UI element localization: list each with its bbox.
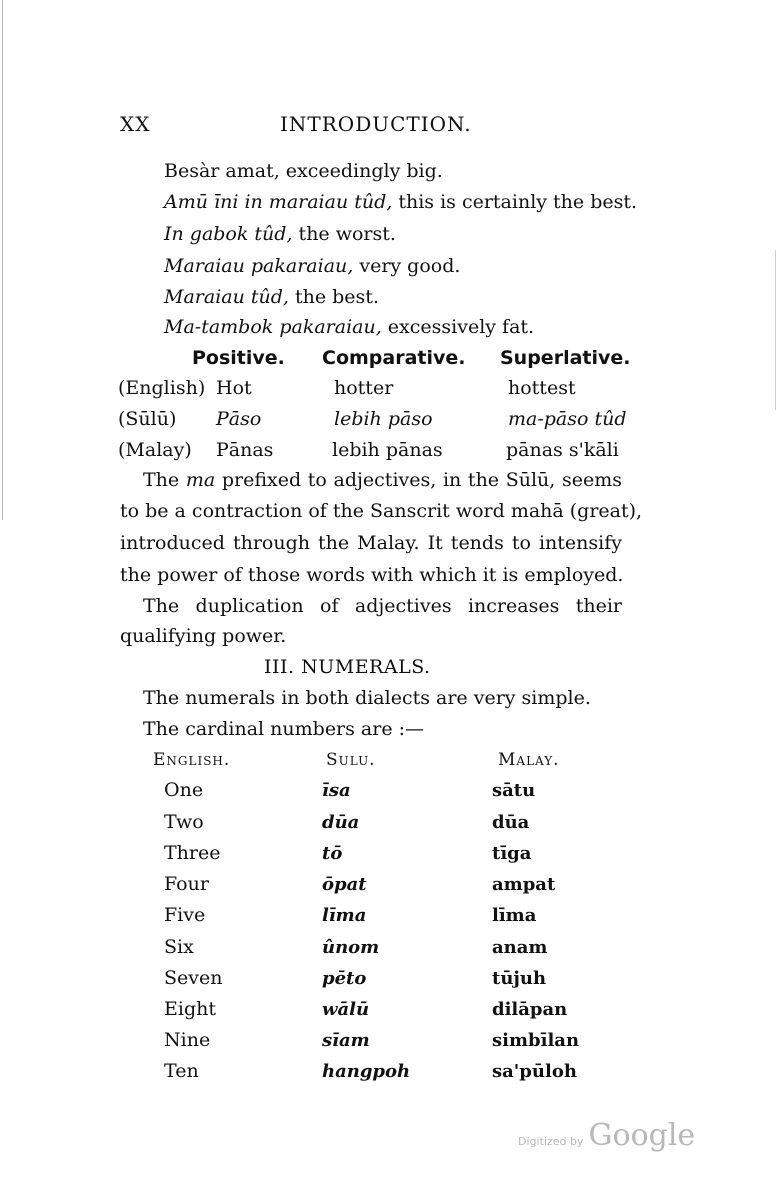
numeral-malay: dilāpan <box>492 999 568 1020</box>
comparison-header-comparative: Comparative. <box>322 347 466 369</box>
numeral-english: Seven <box>164 967 223 989</box>
numeral-english: Three <box>164 842 221 864</box>
example-gloss: exceedingly big. <box>279 160 443 182</box>
numeral-malay: sa'pūloh <box>492 1061 577 1082</box>
example-gloss: excessively fat. <box>381 316 535 338</box>
paragraph-text: The <box>143 469 186 491</box>
comparison-superlative: pānas s'kāli <box>506 439 619 461</box>
numeral-english: Four <box>164 873 209 895</box>
example-phrase: Maraiau pakaraiau, <box>164 255 354 277</box>
numeral-english: Eight <box>164 998 216 1020</box>
paragraph-line <box>143 469 622 491</box>
example-phrase: In gabok tûd, <box>164 223 293 245</box>
example-line <box>164 255 460 277</box>
page-title: INTRODUCTION. <box>280 112 472 136</box>
numeral-sulu: dūa <box>322 812 360 833</box>
section-heading: III. NUMERALS. <box>264 656 431 678</box>
comparison-comparative: hotter <box>334 377 394 399</box>
example-gloss: this is certainly the best. <box>392 191 638 213</box>
comparison-positive: Hot <box>216 377 252 399</box>
example-line <box>164 286 379 308</box>
numeral-sulu: tō <box>322 843 343 864</box>
numeral-malay: anam <box>492 937 548 958</box>
comparison-superlative: hottest <box>508 377 576 399</box>
watermark-prefix: Digitized by <box>518 1135 584 1148</box>
numerals-header-sulu: Sulu. <box>326 750 376 770</box>
numeral-sulu: īsa <box>322 780 351 801</box>
example-phrase: Besàr amat, <box>164 160 280 182</box>
example-line <box>164 191 637 213</box>
numeral-malay: sātu <box>492 780 536 801</box>
paragraph-line: to be a contraction of the Sanscrit word mahā (great), <box>120 500 643 522</box>
example-line <box>164 160 443 182</box>
example-gloss: the best. <box>288 286 379 308</box>
comparison-lang: (Malay) <box>118 439 192 461</box>
comparison-positive: Pāso <box>216 408 262 430</box>
comparison-comparative: lebih pāso <box>334 408 433 430</box>
example-gloss: the worst. <box>292 223 396 245</box>
paragraph-line: The duplication of adjectives increases their <box>143 595 622 617</box>
paragraph-line: introduced through the Malay. It tends to intensify <box>120 532 622 554</box>
example-line <box>164 223 396 245</box>
comparison-positive: Pānas <box>216 439 274 461</box>
numeral-sulu: līma <box>322 905 367 926</box>
numeral-malay: tīga <box>492 843 532 864</box>
example-phrase: Maraiau tûd, <box>164 286 289 308</box>
numeral-english: Two <box>164 811 204 833</box>
example-phrase: Ma-tambok pakaraiau, <box>164 316 382 338</box>
comparison-comparative: lebih pānas <box>332 439 443 461</box>
paragraph-emphasis: ma <box>185 469 216 491</box>
example-gloss: very good. <box>353 255 461 277</box>
page-edge-right <box>775 250 776 410</box>
paragraph-text: prefixed to adjectives, in the Sūlū, seems <box>215 469 622 491</box>
page-number: XX <box>120 112 151 136</box>
numeral-english: Nine <box>164 1029 211 1051</box>
numeral-english: Ten <box>164 1060 199 1082</box>
numeral-sulu: wālū <box>322 999 370 1020</box>
numeral-sulu: hangpoh <box>322 1061 411 1082</box>
numeral-english: Six <box>164 936 194 958</box>
paragraph-line: the power of those words with which it is employed. <box>120 564 624 586</box>
numerals-header-english: English. <box>153 750 231 770</box>
numerals-intro-line: The cardinal numbers are :— <box>143 718 425 740</box>
comparison-superlative: ma-pāso tûd <box>508 408 627 430</box>
comparison-header-positive: Positive. <box>192 347 285 369</box>
google-logo: Google <box>588 1118 696 1153</box>
numeral-sulu: ûnom <box>322 937 380 958</box>
numeral-malay: dūa <box>492 812 530 833</box>
numeral-malay: simbīlan <box>492 1030 580 1051</box>
digitized-by-google-watermark <box>518 1118 695 1153</box>
numeral-sulu: pēto <box>322 968 367 989</box>
numeral-malay: ampat <box>492 874 556 895</box>
comparison-lang: (English) <box>118 377 206 399</box>
numeral-malay: tūjuh <box>492 968 547 989</box>
example-line <box>164 316 534 338</box>
numerals-header-malay: Malay. <box>498 750 560 770</box>
page-edge-left <box>2 0 3 520</box>
example-phrase: Amū īni in maraiau tûd, <box>164 191 393 213</box>
numeral-sulu: sīam <box>322 1030 370 1051</box>
numeral-sulu: ōpat <box>322 874 367 895</box>
numeral-english: Five <box>164 904 206 926</box>
paragraph-line: qualifying power. <box>120 625 287 647</box>
comparison-lang: (Sūlū) <box>118 408 177 430</box>
numeral-malay: līma <box>492 905 537 926</box>
numeral-english: One <box>164 779 204 801</box>
comparison-header-superlative: Superlative. <box>500 347 631 369</box>
numerals-intro-line: The numerals in both dialects are very simple. <box>143 687 591 709</box>
